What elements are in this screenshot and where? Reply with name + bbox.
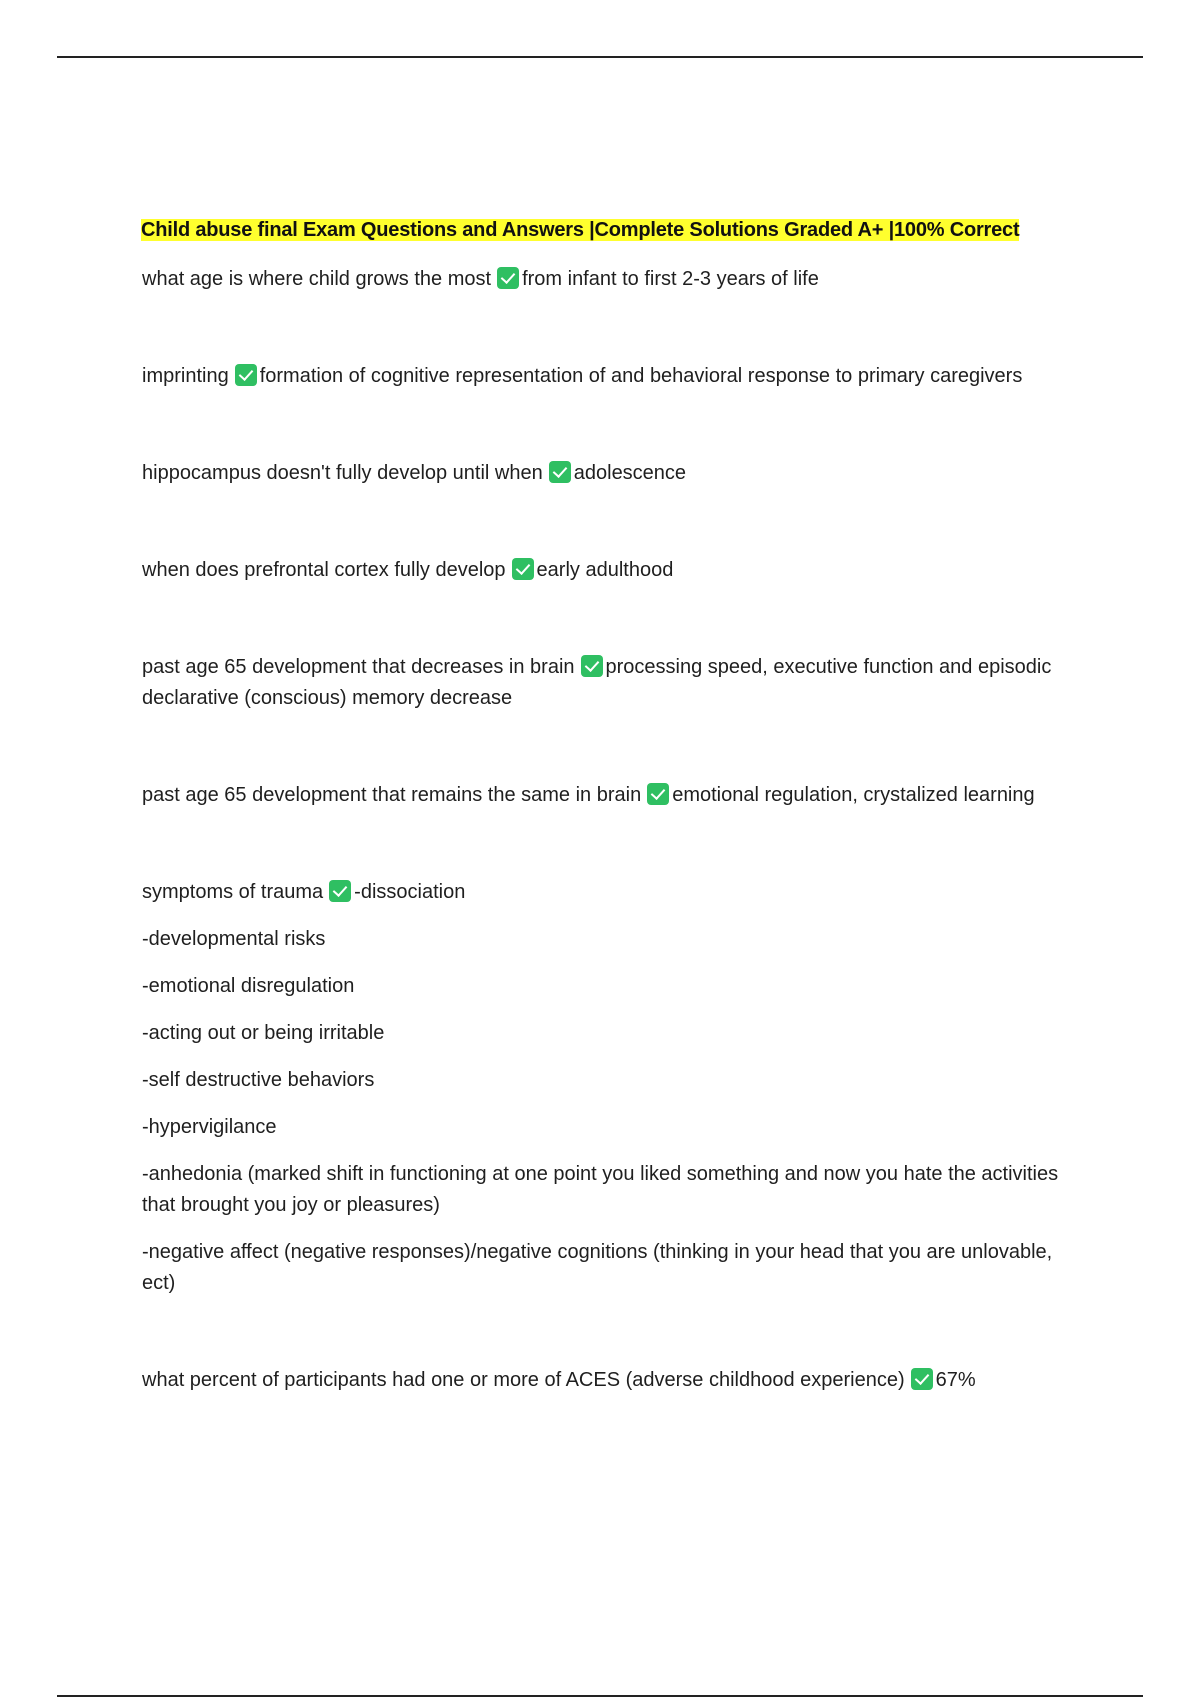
check-box-icon (581, 655, 603, 677)
check-box-icon (235, 364, 257, 386)
list-item: -developmental risks (142, 928, 326, 950)
answer-text: processing speed, executive function and episodic declarative (conscious) memory decrease (142, 656, 1052, 709)
list-item: -anhedonia (marked shift in functioning at one point you liked something and now you hate the activities that brought you joy or pleasures) (142, 1163, 1059, 1216)
trauma-symptom-list (142, 924, 1072, 1299)
qa-item (142, 1365, 1072, 1396)
question-text: imprinting (142, 365, 229, 387)
check-box-icon (329, 880, 351, 902)
question-text: what age is where child grows the most (142, 268, 492, 290)
check-box-icon (647, 783, 669, 805)
check-box-icon (549, 461, 571, 483)
question-text: symptoms of trauma (142, 881, 324, 903)
qa-item (142, 361, 1072, 392)
document-body (142, 214, 1072, 1396)
question-text: hippocampus doesn't fully develop until when (142, 462, 543, 484)
answer-text: from infant to first 2-3 years of life (522, 268, 819, 290)
qa-item (142, 652, 1072, 714)
check-box-icon (497, 267, 519, 289)
list-item: -hypervigilance (142, 1116, 277, 1138)
check-box-icon (512, 558, 534, 580)
answer-text: emotional regulation, crystalized learning (672, 784, 1035, 806)
list-item: -negative affect (negative responses)/negative cognitions (thinking in your head that you are unlovable, ect) (142, 1241, 1053, 1294)
answer-text: adolescence (573, 462, 687, 484)
bottom-rule (57, 1695, 1143, 1697)
document-title: Child abuse final Exam Questions and Answers |Complete Solutions Graded A+ |100% Correct (141, 219, 1020, 241)
answer-text: -dissociation (354, 881, 466, 903)
answer-text: formation of cognitive representation of and behavioral response to primary caregivers (259, 365, 1023, 387)
answer-text: 67% (935, 1369, 976, 1391)
title-container (141, 214, 1072, 246)
question-text: past age 65 development that decreases in brain (142, 656, 575, 678)
qa-item (142, 780, 1072, 811)
qa-item-trauma (142, 877, 1072, 1299)
question-text: when does prefrontal cortex fully develop (142, 559, 506, 581)
check-box-icon (911, 1368, 933, 1390)
qa-item (142, 555, 1072, 586)
answer-text: early adulthood (536, 559, 674, 581)
top-rule (57, 56, 1143, 58)
question-text: what percent of participants had one or more of ACES (adverse childhood experience) (142, 1369, 905, 1391)
qa-item (142, 458, 1072, 489)
qa-item (142, 264, 1072, 295)
question-text: past age 65 development that remains the same in brain (142, 784, 642, 806)
list-item: -acting out or being irritable (142, 1022, 385, 1044)
list-item: -emotional disregulation (142, 975, 355, 997)
list-item: -self destructive behaviors (142, 1069, 375, 1091)
